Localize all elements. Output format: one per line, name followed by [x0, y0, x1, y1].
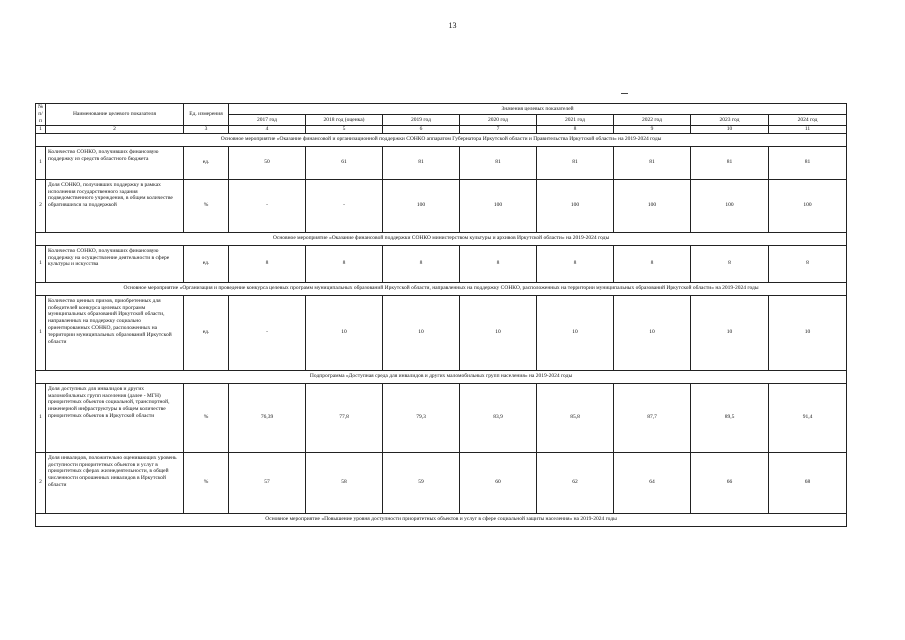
- indicator-value: 87,7: [614, 383, 691, 452]
- indicator-value: 8: [460, 245, 537, 282]
- table-body: [36, 104, 847, 527]
- indicator-value: 100: [769, 179, 847, 232]
- indicator-value: 8: [537, 245, 614, 282]
- indicator-value: 8: [306, 245, 383, 282]
- section-row: [36, 282, 847, 295]
- header-values-title: Значения целевых показателей: [229, 104, 847, 115]
- section-title: Подпрограмма «Доступная среда для инвалидов и других маломобильных групп населения» на 2019-2024 годы: [36, 370, 847, 383]
- indicator-unit: ед.: [184, 295, 229, 370]
- indicator-value: 81: [691, 146, 769, 179]
- indicator-value: 100: [614, 179, 691, 232]
- indicator-row: [36, 452, 847, 513]
- indicator-value: 10: [460, 295, 537, 370]
- indicator-value: 91,4: [769, 383, 847, 452]
- indicator-value: 10: [537, 295, 614, 370]
- indicator-row: [36, 245, 847, 282]
- header-unit: Ед. измерения: [184, 104, 229, 126]
- indicator-row: [36, 179, 847, 232]
- indicator-value: 79,3: [383, 383, 460, 452]
- col-number: 8: [537, 125, 614, 133]
- indicator-name: Доля доступных для инвалидов и других маломобильных групп населения (далее - МГН) приоритетных объектов социальной, транспортной, инженерной инфраструктуры в общем количестве приоритетных объектов в Иркутской области: [46, 383, 184, 452]
- page-number: 13: [448, 21, 457, 30]
- section-title: Основное мероприятие «Повышение уровня доступности приоритетных объектов и услуг в сфере социальной защиты населения» на 2019-2024 годы: [36, 513, 847, 526]
- indicator-unit: %: [184, 383, 229, 452]
- col-number: 5: [306, 125, 383, 133]
- header-name: Наименование целевого показателя: [46, 104, 184, 126]
- indicator-value: 83,9: [460, 383, 537, 452]
- indicator-value: -: [229, 295, 306, 370]
- col-number: 9: [614, 125, 691, 133]
- header-year: 2019 год: [383, 115, 460, 125]
- indicator-value: 10: [769, 295, 847, 370]
- indicator-unit: ед.: [184, 146, 229, 179]
- indicator-name: Доля СОНКО, получивших поддержку в рамках исполнения государственного задания подведомственного учреждения, в общем количестве обратившихся за поддержкой: [46, 179, 184, 232]
- indicator-unit: %: [184, 179, 229, 232]
- header-num: № п/п: [36, 104, 46, 126]
- indicator-value: -: [306, 179, 383, 232]
- indicator-value: 10: [306, 295, 383, 370]
- section-title: Основное мероприятие «Оказание финансовой и организационной поддержки СОНКО аппаратом Губернатора Иркутской области и Правительства Иркутской области» на 2019-2024 годы: [36, 133, 847, 146]
- indicator-value: 81: [769, 146, 847, 179]
- indicator-value: 89,5: [691, 383, 769, 452]
- header-year: 2024 год: [769, 115, 847, 125]
- indicator-value: 64: [614, 452, 691, 513]
- indicator-value: 10: [691, 295, 769, 370]
- indicator-value: 100: [537, 179, 614, 232]
- indicator-value: 8: [769, 245, 847, 282]
- row-number: 2: [36, 179, 46, 232]
- indicator-value: 8: [614, 245, 691, 282]
- indicator-value: 100: [383, 179, 460, 232]
- header-year: 2018 год (оценка): [306, 115, 383, 125]
- indicator-name: Доля инвалидов, положительно оценивающих уровень доступности приоритетных объектов и услуг в приоритетных сферах жизнедеятельности, в общей численности опрошенных инвалидов в Иркутской области: [46, 452, 184, 513]
- indicator-value: 10: [383, 295, 460, 370]
- indicator-value: 81: [537, 146, 614, 179]
- row-number: 1: [36, 146, 46, 179]
- indicator-value: 100: [460, 179, 537, 232]
- section-row: [36, 232, 847, 245]
- indicator-row: [36, 295, 847, 370]
- header-year: 2020 год: [460, 115, 537, 125]
- indicator-value: 8: [229, 245, 306, 282]
- indicator-value: 68: [769, 452, 847, 513]
- header-year: 2022 год: [614, 115, 691, 125]
- header-year: 2021 год: [537, 115, 614, 125]
- indicator-value: 50: [229, 146, 306, 179]
- section-title: Основное мероприятие «Оказание финансовой поддержки СОНКО министерством культуры и архивов Иркутской области» на 2019-2024 годы: [36, 232, 847, 245]
- indicator-unit: %: [184, 452, 229, 513]
- column-number-row: [36, 125, 847, 133]
- target-indicators-table: [35, 103, 847, 527]
- col-number: 11: [769, 125, 847, 133]
- header-year: 2023 год: [691, 115, 769, 125]
- row-number: 1: [36, 245, 46, 282]
- indicator-value: -: [229, 179, 306, 232]
- col-number: 3: [184, 125, 229, 133]
- section-title: Основное мероприятие «Организация и проведение конкурса целевых программ муниципальных образований Иркутской области, направленных на поддержку СОНКО, расположенных на территории муниципальных образований Иркутской области» на 2019-2024 годы: [36, 282, 847, 295]
- row-number: 2: [36, 452, 46, 513]
- indicator-value: 61: [306, 146, 383, 179]
- header-row: [36, 104, 847, 115]
- indicator-value: 59: [383, 452, 460, 513]
- indicator-value: 8: [383, 245, 460, 282]
- indicator-value: 66: [691, 452, 769, 513]
- indicator-name: Количество ценных призов, приобретенных для победителей конкурса целевых программ муниципальных образований Иркутской области, направленных на поддержку социально ориентированных СОНКО, расположенных на территории муниципальных образований Иркутской области: [46, 295, 184, 370]
- section-row: [36, 133, 847, 146]
- indicator-value: 81: [383, 146, 460, 179]
- header-year: 2017 год: [229, 115, 306, 125]
- col-number: 1: [36, 125, 46, 133]
- indicator-value: 60: [460, 452, 537, 513]
- col-number: 7: [460, 125, 537, 133]
- indicator-unit: ед.: [184, 245, 229, 282]
- section-row: [36, 513, 847, 526]
- indicator-value: 76,39: [229, 383, 306, 452]
- indicator-row: [36, 146, 847, 179]
- indicator-value: 81: [614, 146, 691, 179]
- indicator-value: 77,8: [306, 383, 383, 452]
- indicator-value: 62: [537, 452, 614, 513]
- col-number: 2: [46, 125, 184, 133]
- indicator-name: Количество СОНКО, получивших финансовую поддержку из средств областного бюджета: [46, 146, 184, 179]
- indicator-value: 100: [691, 179, 769, 232]
- stray-dash-mark: [621, 93, 628, 94]
- indicator-value: 81: [460, 146, 537, 179]
- indicator-value: 85,8: [537, 383, 614, 452]
- indicator-value: 57: [229, 452, 306, 513]
- indicator-row: [36, 383, 847, 452]
- row-number: 1: [36, 383, 46, 452]
- indicator-name: Количество СОНКО, получивших финансовую поддержку на осуществление деятельности в сфере культуры и искусства: [46, 245, 184, 282]
- section-row: [36, 370, 847, 383]
- col-number: 10: [691, 125, 769, 133]
- row-number: 1: [36, 295, 46, 370]
- indicator-value: 8: [691, 245, 769, 282]
- col-number: 6: [383, 125, 460, 133]
- indicator-value: 10: [614, 295, 691, 370]
- indicator-value: 58: [306, 452, 383, 513]
- col-number: 4: [229, 125, 306, 133]
